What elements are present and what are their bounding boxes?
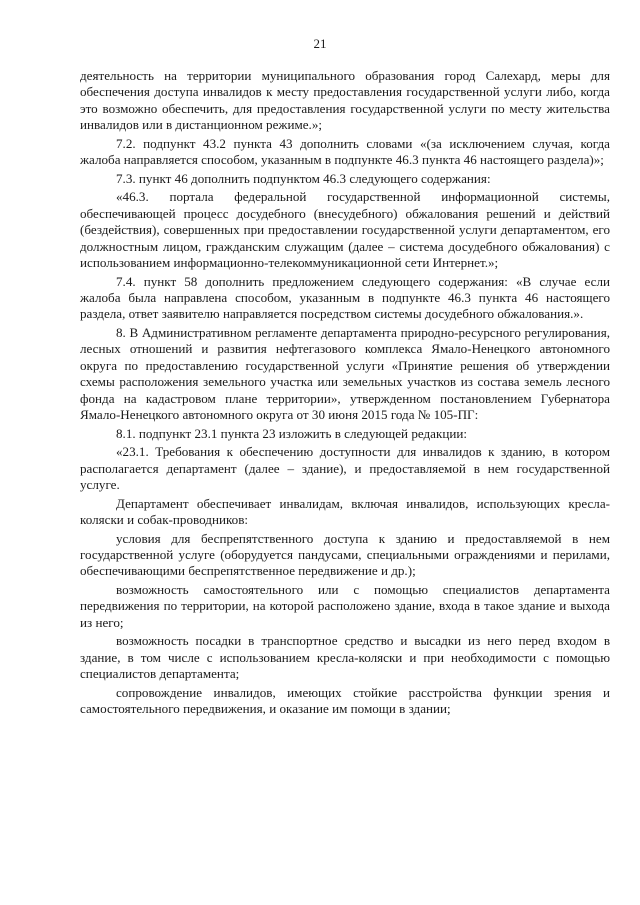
paragraph-movement: возможность самостоятельного или с помощью специалистов департамента передвижения по территории, на которой расположено здание, входа в такое здание и выхода из него; — [80, 582, 610, 630]
paragraph-transport: возможность посадки в транспортное средство и высадки из него перед входом в здание, в том числе с использованием кресла-коляски и при необходимости с помощью специалистов департамента; — [80, 633, 610, 682]
paragraph-conditions: условия для беспрепятственного доступа к зданию и предоставляемой в нем государственной услуге (оборудуется пандусами, специальными ограждениями и перилами, обеспечивающими беспрепятственное передвижение и др.); — [80, 530, 610, 579]
paragraph-7-2: 7.2. подпункт 43.2 пункта 43 дополнить словами «(за исключением случая, когда жалоба направляется способом, указанным в подпункте 46.3 пункта 46 настоящего раздела)»; — [80, 135, 610, 168]
paragraph-8-1: 8.1. подпункт 23.1 пункта 23 изложить в следующей редакции: — [116, 425, 468, 441]
paragraph-continuation: деятельность на территории муниципального образования город Салехард, меры для обеспечения доступа инвалидов к месту предоставления государственной услуги либо, когда это возможно обеспечить, для предоставления государственной услуги по месту жительства инвалидов или в дистанционном режиме.»; — [80, 68, 610, 133]
paragraph-escort: сопровождение инвалидов, имеющих стойкие расстройства функции зрения и самостоятельного передвижения, и оказание им помощи в здании; — [80, 684, 610, 717]
paragraph-department: Департамент обеспечивает инвалидам, включая инвалидов, использующих кресла-коляски и собак-проводников: — [80, 495, 610, 528]
page-number: 21 — [313, 36, 327, 51]
paragraph-8: 8. В Административном регламенте департамента природно-ресурсного регулирования, лесных отношений и развития нефтегазового комплекса Ямало-Ненецкого автономного округа по предоставлению государственной услуги «Принятие решения об утверждении схемы расположения земельного участка или земельных участков из состава земель лесного фонда на кадастровом плане территории», утвержденном постановлением Губернатора Ямало-Ненецкого автономного округа от 30 июня 2015 года № 105-ПГ: — [80, 325, 610, 423]
paragraph-7-3: 7.3. пункт 46 дополнить подпунктом 46.3 следующего содержания: — [116, 170, 491, 186]
document-body — [80, 68, 610, 720]
paragraph-46-3: «46.3. портала федеральной государственной информационной системы, обеспечивающей процесс досудебного (внесудебного) обжалования решений и действий (бездействия), совершенных при предоставлении государственной услуги департаментом, его должностным лицом, гражданским служащим (далее – система досудебного обжалования) с использованием информационно-телекоммуникационной сети Интернет.»; — [80, 189, 610, 271]
paragraph-23-1: «23.1. Требования к обеспечению доступности для инвалидов к зданию, в котором располагается департамент (далее – здание), и предоставляемой в нем государственной услуге. — [80, 444, 610, 493]
paragraph-7-4: 7.4. пункт 58 дополнить предложением следующего содержания: «В случае если жалоба была направлена способом, указанным в подпункте 46.3 пункта 46 настоящего раздела, ответ заявителю направляется посредством системы досудебного обжалования.». — [80, 273, 610, 322]
